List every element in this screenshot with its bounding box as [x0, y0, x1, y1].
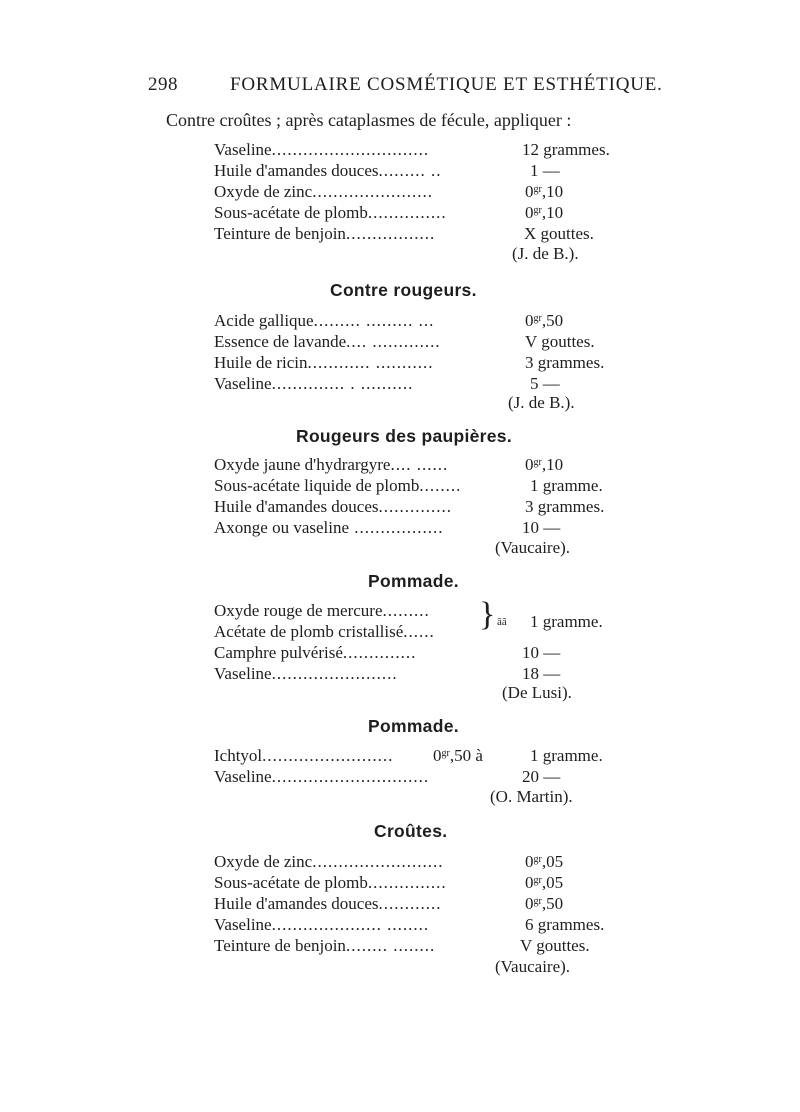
ingredient-line: Sous-acétate liquide de plomb........	[214, 476, 462, 495]
ingredient-line: Axonge ou vaseline .................	[214, 518, 444, 537]
quantity: 6 grammes.	[525, 915, 605, 934]
recipe-source: (J. de B.).	[512, 244, 579, 263]
ingredient-line: Vaseline..............................	[214, 140, 430, 159]
section-heading: Croûtes.	[374, 821, 448, 841]
ingredient-line: Oxyde rouge de mercure.........	[214, 601, 430, 620]
quantity: $0^{gr},05$	[525, 852, 564, 871]
recipe-source: (J. de B.).	[508, 393, 575, 412]
page-number: 298	[148, 74, 178, 95]
each-marker: ãã	[497, 616, 507, 628]
section-heading: Pommade.	[368, 716, 459, 736]
quantity: $0^{gr},10$	[525, 203, 564, 222]
ingredient-line: Huile d'amandes douces............	[214, 894, 442, 913]
intro-text: Contre croûtes ; après cataplasmes de fécule, appliquer :	[166, 110, 572, 130]
quantity: $0^{gr},10$	[525, 455, 564, 474]
recipe-source: (Vaucaire).	[495, 538, 571, 557]
quantity: $0^{gr},50$	[525, 894, 564, 913]
quantity: V gouttes.	[525, 332, 595, 351]
ingredient-line: Teinture de benjoin........ ........	[214, 936, 436, 955]
quantity: V gouttes.	[520, 936, 590, 955]
ingredient-line: Oxyde jaune d'hydrargyre.... ......	[214, 455, 449, 474]
quantity: 12 grammes.	[522, 140, 610, 159]
quantity: 1 gramme.	[530, 612, 603, 631]
quantity: 3 grammes.	[525, 497, 605, 516]
quantity: 18 —	[522, 664, 561, 683]
running-title: FORMULAIRE COSMÉTIQUE ET ESTHÉTIQUE.	[230, 74, 663, 95]
recipe-source: (O. Martin).	[490, 787, 573, 806]
ingredient-line: Essence de lavande.... .............	[214, 332, 441, 351]
quantity: X gouttes.	[524, 224, 594, 243]
ingredient-line: Vaseline..............................	[214, 767, 430, 786]
quantity: 1 —	[530, 161, 560, 180]
section-heading: Contre rougeurs.	[330, 280, 477, 300]
quantity: $0^{gr},50$	[525, 311, 564, 330]
quantity: 5 —	[530, 374, 560, 393]
ingredient-line: Teinture de benjoin.................	[214, 224, 436, 243]
section-heading: Pommade.	[368, 571, 459, 591]
ingredient-line: Ichtyol.........................	[214, 746, 394, 765]
ingredient-line: Vaseline..................... ........	[214, 915, 430, 934]
ingredient-line: Huile d'amandes douces..............	[214, 497, 453, 516]
quantity-range: $0^{gr},50$ à	[433, 746, 483, 765]
ingredient-line: Vaseline.............. . ..........	[214, 374, 414, 393]
quantity: 1 gramme.	[530, 476, 603, 495]
quantity: 3 grammes.	[525, 353, 605, 372]
ingredient-line: Sous-acétate de plomb...............	[214, 873, 447, 892]
ingredient-line: Acétate de plomb cristallisé......	[214, 622, 435, 641]
ingredient-line: Huile d'amandes douces......... ..	[214, 161, 442, 180]
ingredient-line: Vaseline........................	[214, 664, 398, 683]
ingredient-line: Oxyde de zinc.......................	[214, 182, 433, 201]
quantity: $0^{gr},10$	[525, 182, 564, 201]
section-heading: Rougeurs des paupières.	[296, 426, 512, 446]
ingredient-line: Sous-acétate de plomb...............	[214, 203, 447, 222]
quantity: 10 —	[522, 518, 561, 537]
recipe-source: (Vaucaire).	[495, 957, 571, 976]
brace: }	[479, 596, 496, 633]
quantity: 10 —	[522, 643, 561, 662]
quantity: 20 —	[522, 767, 561, 786]
ingredient-line: Huile de ricin............ ...........	[214, 353, 434, 372]
ingredient-line: Acide gallique......... ......... ...	[214, 311, 435, 330]
ingredient-line: Oxyde de zinc.........................	[214, 852, 444, 871]
quantity: $0^{gr},05$	[525, 873, 564, 892]
quantity: 1 gramme.	[530, 746, 603, 765]
ingredient-line: Camphre pulvérisé..............	[214, 643, 417, 662]
recipe-source: (De Lusi).	[502, 683, 572, 702]
